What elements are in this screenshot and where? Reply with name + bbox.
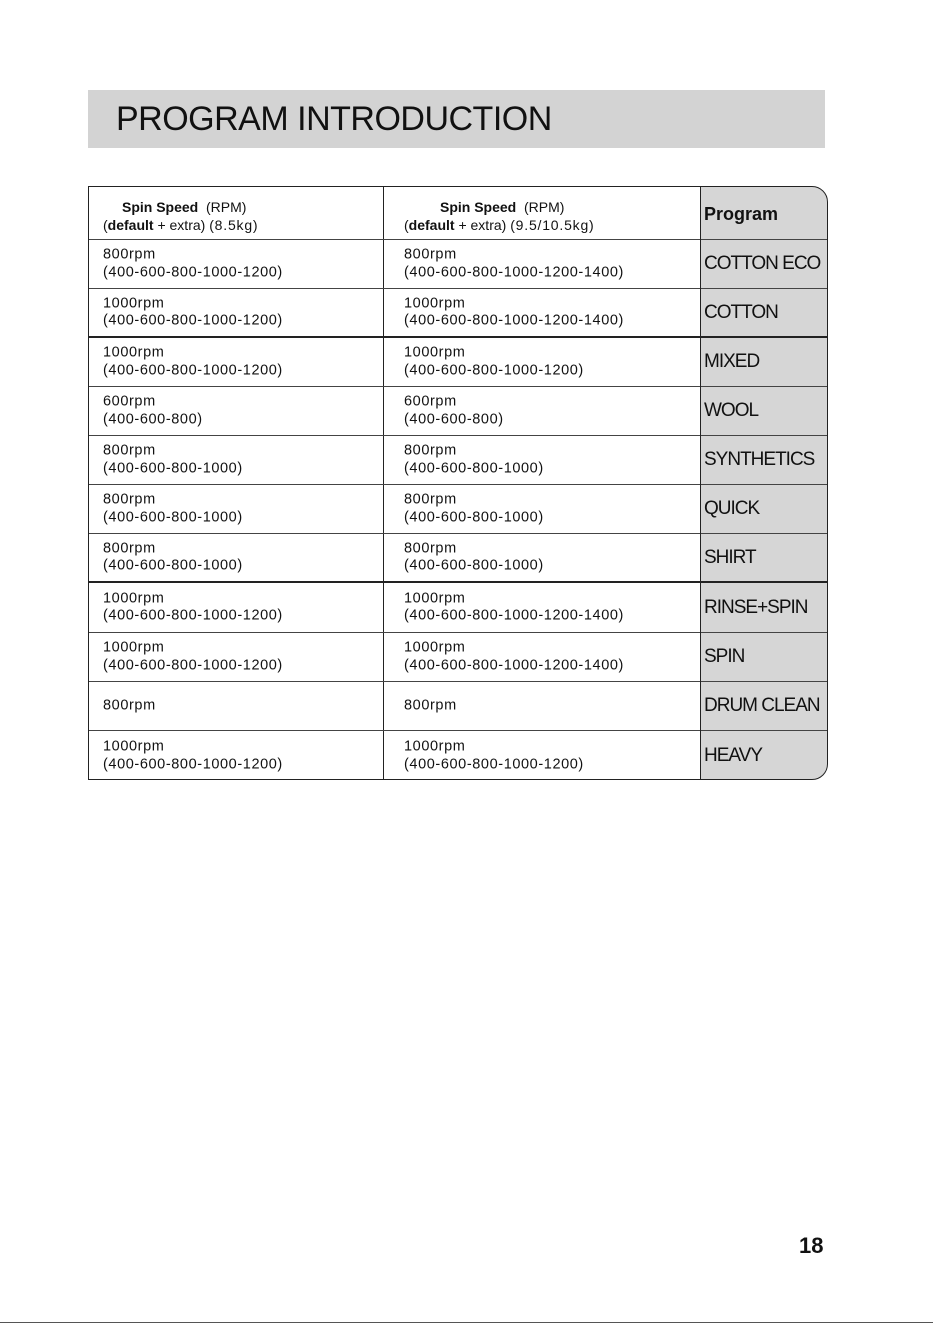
header-cell-9-5kg: Spin Speed (RPM) (default + extra) (9.5/10.5kg) xyxy=(404,199,595,233)
spin-speed-9-5kg-cell xyxy=(404,338,700,386)
speed-range: (400-600-800-1000-1200) xyxy=(404,362,584,378)
header-extra-label: + extra) xyxy=(157,217,206,233)
speed-range: (400-600-800-1000-1200-1400) xyxy=(404,657,624,673)
speed-range: (400-600-800-1000) xyxy=(404,509,544,525)
header-rpm-label: (RPM) xyxy=(206,199,247,215)
spin-speed-8-5kg-cell xyxy=(103,240,381,288)
spin-speed-8-5kg-cell xyxy=(103,338,381,386)
program-name: HEAVY xyxy=(704,745,763,766)
program-name: DRUM CLEAN xyxy=(704,695,820,716)
spin-speed-9-5kg-cell xyxy=(404,534,700,581)
table-row xyxy=(89,289,700,338)
default-speed: 800rpm xyxy=(404,697,457,714)
default-speed: 1000rpm xyxy=(404,295,466,311)
spin-speed-8-5kg-cell xyxy=(103,436,381,484)
speed-range: (400-600-800-1000) xyxy=(103,460,243,476)
speed-range: (400-600-800-1000-1200-1400) xyxy=(404,312,624,329)
program-row xyxy=(701,485,827,534)
spin-speed-9-5kg-cell xyxy=(404,485,700,533)
speed-range: (400-600-800) xyxy=(404,411,504,427)
speed-range: (400-600-800-1000) xyxy=(103,557,243,574)
speed-range: (400-600-800-1000-1200) xyxy=(404,756,584,772)
default-speed: 800rpm xyxy=(103,491,156,508)
program-name: COTTON ECO xyxy=(704,253,821,274)
table-row xyxy=(89,485,700,534)
speed-range: (400-600-800-1000) xyxy=(103,509,243,525)
spin-speed-9-5kg-cell xyxy=(404,583,700,632)
speed-range: (400-600-800-1000) xyxy=(404,460,544,476)
program-name: QUICK xyxy=(704,498,760,519)
default-speed: 1000rpm xyxy=(404,344,466,361)
program-name: RINSE+SPIN xyxy=(704,596,808,618)
default-speed: 1000rpm xyxy=(103,344,165,361)
table-row xyxy=(89,633,700,682)
program-name: SHIRT xyxy=(704,546,756,568)
default-speed: 800rpm xyxy=(404,442,457,459)
speed-range: (400-600-800-1000-1200) xyxy=(103,264,283,280)
default-speed: 800rpm xyxy=(404,491,457,508)
spin-speed-columns xyxy=(88,186,701,780)
spin-speed-8-5kg-cell xyxy=(103,485,381,533)
speed-range: (400-600-800-1000-1200) xyxy=(103,657,283,673)
table-row xyxy=(89,731,700,781)
header-default-label: default xyxy=(408,217,455,233)
spin-speed-8-5kg-cell xyxy=(103,731,381,781)
default-speed: 1000rpm xyxy=(404,590,466,606)
spin-speed-8-5kg-cell xyxy=(103,387,381,435)
program-name: WOOL xyxy=(704,400,759,421)
program-row xyxy=(701,387,827,436)
default-speed: 600rpm xyxy=(103,393,156,410)
page-number: 18 xyxy=(799,1233,824,1258)
default-speed: 1000rpm xyxy=(103,639,165,656)
spin-speed-table xyxy=(88,186,828,781)
program-row xyxy=(701,240,827,289)
program-name: SYNTHETICS xyxy=(704,449,815,470)
header-capacity: (8.5kg) xyxy=(209,217,259,233)
speed-range: (400-600-800-1000-1200) xyxy=(103,756,283,772)
program-header-row xyxy=(701,187,827,240)
program-name: MIXED xyxy=(704,351,760,372)
default-speed: 800rpm xyxy=(103,697,156,714)
page-title: PROGRAM INTRODUCTION xyxy=(116,100,552,138)
default-speed: 1000rpm xyxy=(404,738,466,755)
table-row xyxy=(89,387,700,436)
program-row xyxy=(701,436,827,485)
program-row xyxy=(701,633,827,682)
spin-speed-8-5kg-cell xyxy=(103,534,381,581)
header-spin-speed-label: Spin Speed xyxy=(440,199,517,215)
table-row xyxy=(89,583,700,633)
default-speed: 800rpm xyxy=(103,540,156,556)
table-row xyxy=(89,240,700,289)
header-rpm-label: (RPM) xyxy=(524,199,565,215)
spin-speed-9-5kg-cell xyxy=(404,731,700,781)
table-row xyxy=(89,338,700,387)
program-row xyxy=(701,731,827,780)
spin-speed-8-5kg-cell xyxy=(103,289,381,336)
default-speed: 800rpm xyxy=(103,246,156,263)
default-speed: 1000rpm xyxy=(103,590,165,606)
table-row xyxy=(89,534,700,583)
spin-speed-8-5kg-cell xyxy=(103,633,381,681)
spin-speed-9-5kg-cell xyxy=(404,240,700,288)
default-speed: 800rpm xyxy=(103,442,156,459)
header-row xyxy=(89,187,700,240)
default-speed: 800rpm xyxy=(404,540,457,556)
header-capacity: (9.5/10.5kg) xyxy=(510,217,595,233)
program-row xyxy=(701,583,827,633)
bottom-rule xyxy=(0,1322,933,1323)
default-speed: 600rpm xyxy=(404,393,457,410)
speed-range: (400-600-800) xyxy=(103,411,203,427)
header-extra-label: + extra) xyxy=(458,217,507,233)
header-spin-speed-label: Spin Speed xyxy=(122,199,199,215)
default-speed: 800rpm xyxy=(404,246,457,263)
speed-range: (400-600-800-1000-1200-1400) xyxy=(404,607,624,624)
header-cell-8-5kg: Spin Speed (RPM) (default + extra) (8.5kg) xyxy=(103,199,259,233)
default-speed: 1000rpm xyxy=(404,639,466,656)
program-row xyxy=(701,338,827,387)
program-row xyxy=(701,534,827,583)
speed-range: (400-600-800-1000-1200) xyxy=(103,312,283,329)
program-name: COTTON xyxy=(704,301,778,323)
speed-range: (400-600-800-1000-1200) xyxy=(103,362,283,378)
table-row xyxy=(89,682,700,731)
spin-speed-9-5kg-cell xyxy=(404,436,700,484)
table-row xyxy=(89,436,700,485)
program-column xyxy=(700,186,828,780)
program-row xyxy=(701,682,827,731)
speed-range: (400-600-800-1000) xyxy=(404,557,544,574)
spin-speed-9-5kg-cell xyxy=(404,387,700,435)
default-speed: 1000rpm xyxy=(103,295,165,311)
speed-range: (400-600-800-1000-1200) xyxy=(103,607,283,624)
default-speed: 1000rpm xyxy=(103,738,165,755)
spin-speed-8-5kg-cell xyxy=(103,583,381,632)
spin-speed-9-5kg-cell xyxy=(404,682,700,730)
program-row xyxy=(701,289,827,338)
spin-speed-8-5kg-cell xyxy=(103,682,381,730)
program-name: SPIN xyxy=(704,646,745,667)
program-header: Program xyxy=(704,204,779,224)
header-default-label: default xyxy=(107,217,154,233)
speed-range: (400-600-800-1000-1200-1400) xyxy=(404,264,624,280)
title-bar xyxy=(88,90,825,148)
spin-speed-9-5kg-cell xyxy=(404,289,700,336)
spin-speed-9-5kg-cell xyxy=(404,633,700,681)
